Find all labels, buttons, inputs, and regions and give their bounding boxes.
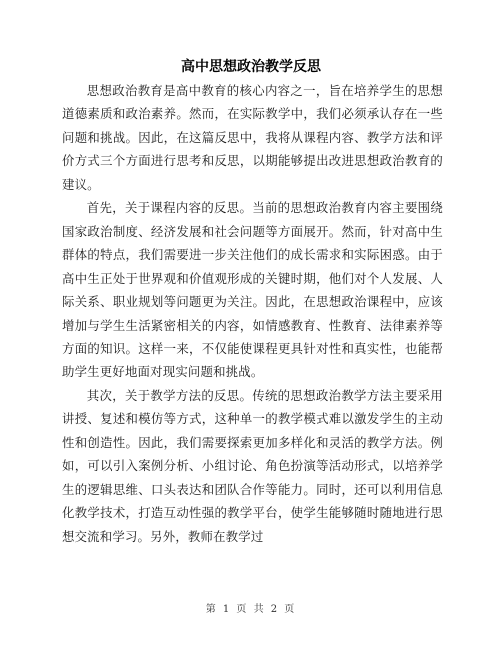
page-number-footer: 第 1 页 共 2 页 (205, 604, 297, 615)
paragraph-teaching-method: 其次，关于教学方法的反思。传统的思想政治教学方法主要采用讲授、复述和模仿等方式，这种单一的教学模式难以激发学生的主动性和创造性。因此，我们需要探索更加多样化和灵活的教学方法。例如，可以引入案例分析、小组讨论、角色扮演等活动形式，以培养学生的逻辑思维、口头表达和团队合作等能力。同时，还可以利用信息化教学技术，打造互动性强的教学平台，使学生能够随时随地进行思想交流和学习。另外，教师在教学过 (62, 387, 443, 544)
document-body (62, 79, 443, 548)
document-title: 高中思想政治教学反思 (181, 59, 321, 75)
paragraph-intro: 思想政治教育是高中教育的核心内容之一，旨在培养学生的思想道德素质和政治素养。然而，在实际教学中，我们必须承认存在一些问题和挑战。因此，在这篇反思中，我将从课程内容、教学方法和评价方式三个方面进行思考和反思，以期能够提出改进思想政治教育的建议。 (62, 83, 443, 192)
paragraph-course-content: 首先，关于课程内容的反思。当前的思想政治教育内容主要围绕国家政治制度、经济发展和社会问题等方面展开。然而，针对高中生群体的特点，我们需要进一步关注他们的成长需求和实际困惑。由于高中生正处于世界观和价值观形成的关键时期，他们对个人发展、人际关系、职业规划等问题更为关注。因此，在思想政治课程中，应该增加与学生生活紧密相关的内容，如情感教育、性教育、法律素养等方面的知识。这样一来，不仅能使课程更具针对性和真实性，也能帮助学生更好地面对现实问题和挑战。 (62, 200, 443, 380)
